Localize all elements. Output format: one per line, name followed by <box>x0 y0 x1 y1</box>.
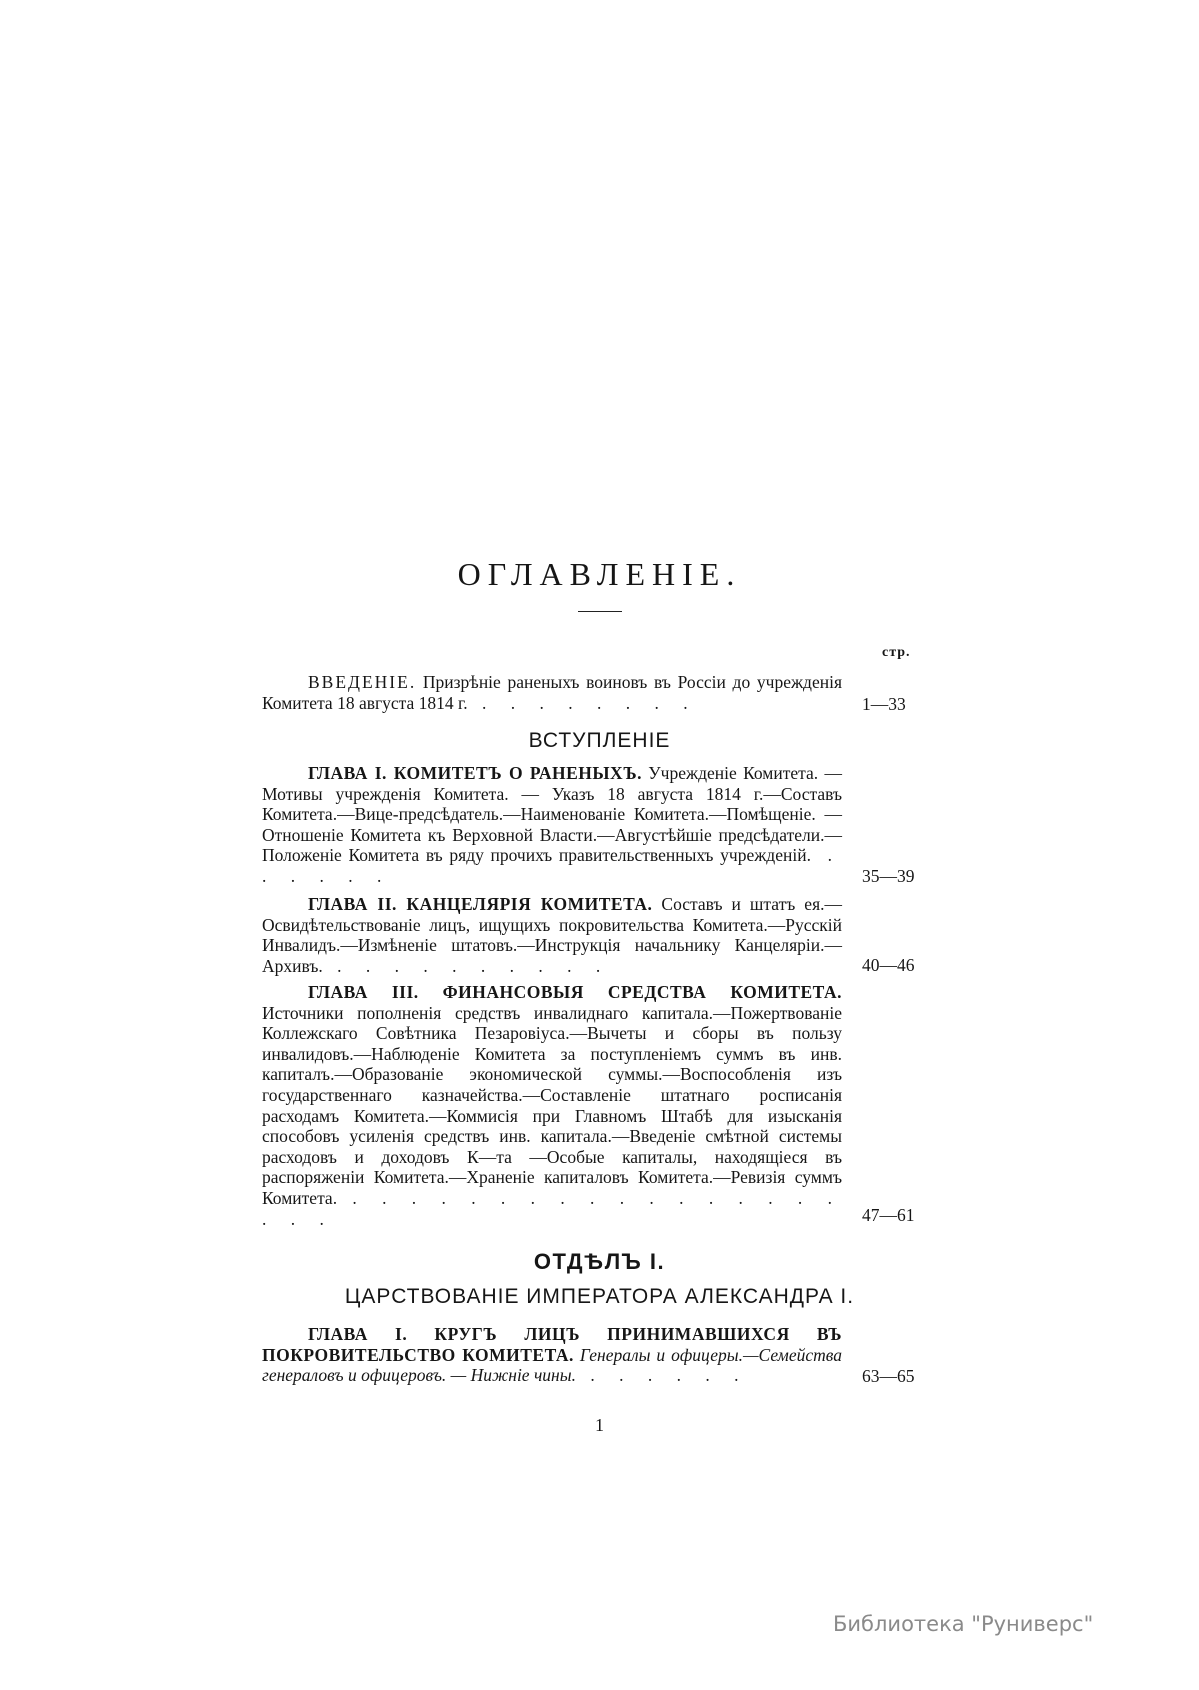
toc-heading: ОГЛАВЛЕНІЕ. <box>457 556 742 592</box>
part-heading: ОТДѢЛЪ I. <box>533 1249 666 1274</box>
page-column-label: стр. <box>882 645 911 660</box>
entry-text: Генералы и офицеры.—Семейства генераловъ и офицеровъ. — Нижніе чины. <box>262 1344 842 1386</box>
part-subtitle: ЦАРСТВОВАНІЕ ИМПЕРАТОРА АЛЕКСАНДРА I. <box>344 1285 855 1308</box>
entry-chapter-title: ГЛАВА II. КАНЦЕЛЯРІЯ КОМИТЕТА. <box>308 894 653 914</box>
toc-entry-chapter-2[interactable] <box>262 894 842 976</box>
entry-text: Составъ и штатъ ея.—Освидѣтельствованіе лицъ, ищущихъ покровительства Комитета.—Русскій Инвалидъ.—Измѣненіе штатовъ.—Инструкція начальнику Канцеляріи.—Архивъ. <box>262 894 842 976</box>
entry-text: Учрежденіе Комитета. — Мотивы учрежденія Комитета. — Указъ 18 августа 1814 г.—Составъ Комитета.—Вице-предсѣдатель.—Наименованіе Комитета.—Помѣщеніе. — Отношеніе Комитета къ Верховной Власти.—Августѣйшіе предсѣдатели.—Положеніе Комитета въ ряду прочихъ правительственныхъ учрежденій. <box>262 763 842 866</box>
entry-chapter-title: ГЛАВА III. ФИНАНСОВЫЯ СРЕДСТВА КОМИТЕТА. <box>308 982 842 1002</box>
toc-entry-introduction[interactable] <box>262 672 842 713</box>
toc-entry-chapter-1[interactable] <box>262 763 842 887</box>
section-heading-introduction: ВСТУПЛЕНІЕ <box>528 729 671 752</box>
library-watermark: Библиотека "Руниверс" <box>833 1612 1094 1636</box>
entry-chapter-title: ГЛАВА I. КРУГЪ ЛИЦЪ ПРИНИМАВШИХСЯ ВЪ ПОКРОВИТЕЛЬСТВО КОМИТЕТА. <box>262 1324 842 1365</box>
entry-leader-dots: . . . . . . . . . . . . . . . . . . . . <box>262 1187 842 1229</box>
entry-chapter-title: ГЛАВА I. КОМИТЕТЪ О РАНЕНЫХЪ. <box>308 763 642 783</box>
page-number: 1 <box>595 1415 604 1435</box>
entry-pages: 47—61 <box>862 1205 915 1225</box>
entry-pages: 40—46 <box>862 955 915 975</box>
toc-entry-part1-chapter-1[interactable] <box>262 1324 842 1386</box>
entry-pages: 35—39 <box>862 866 915 886</box>
entry-leader-dots: . . . . . . . . . . <box>322 955 611 976</box>
entry-leader-dots: . . . . . . . . <box>467 692 698 713</box>
entry-pages: 1—33 <box>862 694 906 714</box>
entry-text: Источники пополненія средствъ инвалиднаго капитала.—Пожертвованіе Коллежскаго Совѣтника Пезаровіуса.—Вычеты и сборы въ пользу инвалидовъ.—Наблюденіе Комитета за поступленіемъ суммъ въ инв. капиталъ.—Образованіе экономической суммы.—Воспособленія изъ государственнаго казначейства.—Составленіе штатнаго росписанія расходамъ Комитета.—Коммисія при Главномъ Штабѣ для изысканія способовъ усиленія средствъ инв. капитала.—Введеніе смѣтной системы расходовъ и доходовъ К—та —Особые капиталы, находящіеся въ распоряженіи Комитета.—Храненіе капиталовъ Комитета.—Ревизія суммъ Комитета. <box>262 1002 842 1208</box>
entry-leader-dots: . . . . . . <box>575 1365 749 1386</box>
entry-lead: ВВЕДЕНІЕ. <box>308 672 417 692</box>
toc-entry-chapter-3[interactable] <box>262 982 842 1229</box>
entry-text: Призрѣніе раненыхъ воиновъ въ Россіи до учрежденія Комитета 18 августа 1814 г. <box>262 672 842 713</box>
entry-leader-dots: . . . . . . <box>262 845 842 886</box>
heading-rule <box>578 611 622 612</box>
entry-pages: 63—65 <box>862 1366 915 1386</box>
